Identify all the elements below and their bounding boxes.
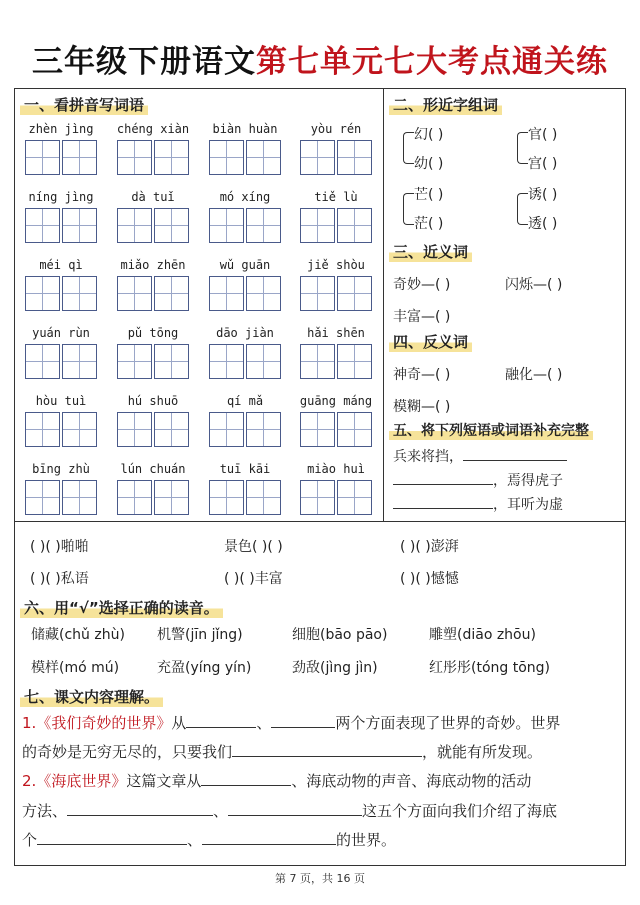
page-footer: 第 7 页，共 16 页 — [275, 872, 365, 885]
brace-1 — [403, 132, 414, 164]
complete-blank-2[interactable] — [393, 470, 493, 485]
writing-box[interactable] — [300, 344, 335, 379]
writing-box[interactable] — [62, 412, 97, 447]
q7-2-number: 2. — [22, 772, 37, 790]
pinyin-label: yòu rén — [310, 122, 362, 136]
q7-2-text-b: 、海底动物的声音、海底动物的活动 — [291, 772, 532, 790]
writing-box[interactable] — [25, 208, 60, 243]
writing-box[interactable] — [209, 480, 244, 515]
pinyin-label: hǎi shēn — [307, 326, 365, 340]
pron-2-1[interactable]: 模样(mó mú) — [31, 660, 120, 676]
q7-1-line-1 — [22, 712, 560, 733]
title-part1: 三年级下册语文 — [32, 44, 256, 80]
section5-title: 五、将下列短语或词语补充完整 — [389, 420, 593, 440]
writing-box[interactable] — [117, 140, 152, 175]
pinyin-label: tiě lù — [314, 190, 358, 204]
writing-box[interactable] — [154, 140, 189, 175]
pinyin-label: biàn huàn — [212, 122, 278, 136]
writing-box[interactable] — [117, 276, 152, 311]
pinyin-label: zhèn jìng — [28, 122, 94, 136]
writing-box[interactable] — [117, 412, 152, 447]
writing-box[interactable] — [25, 276, 60, 311]
writing-box[interactable] — [25, 480, 60, 515]
complete-line-2-text: ，焉得虎子 — [493, 473, 563, 489]
writing-box[interactable] — [337, 344, 372, 379]
synonym-1: 奇妙—( ) — [393, 277, 451, 293]
writing-box[interactable] — [337, 480, 372, 515]
q7-2-text-d: 、 — [213, 802, 229, 820]
writing-box[interactable] — [337, 412, 372, 447]
q7-1-text-b: 、 — [256, 714, 272, 732]
writing-box[interactable] — [337, 208, 372, 243]
writing-box[interactable] — [246, 480, 281, 515]
complete-line-3-text: ，耳听为虚 — [493, 497, 563, 513]
writing-box[interactable] — [246, 140, 281, 175]
writing-box[interactable] — [154, 208, 189, 243]
q7-2-text-c: 方法、 — [22, 802, 68, 820]
synonym-3: 丰富—( ) — [393, 309, 451, 325]
q7-1-text-a: 从 — [171, 714, 187, 732]
pron-1-3[interactable]: 细胞(bāo pāo) — [292, 627, 388, 643]
q7-2-line-2 — [22, 800, 557, 821]
pinyin-label: guāng máng — [299, 394, 373, 408]
writing-box[interactable] — [209, 344, 244, 379]
similar-char-3-bottom: 茫( ) — [414, 216, 444, 232]
q7-1-text-e: ，就能有所发现。 — [422, 743, 543, 761]
fill-1-3: ( )( )澎湃 — [400, 539, 459, 555]
similar-char-2-bottom: 宫( ) — [528, 156, 558, 172]
pinyin-label: yuán rùn — [32, 326, 90, 340]
writing-box[interactable] — [62, 208, 97, 243]
writing-box[interactable] — [209, 276, 244, 311]
pinyin-label: miǎo zhēn — [120, 258, 186, 272]
section2-title: 二、形近字组词 — [389, 94, 502, 115]
pron-1-1[interactable]: 储藏(chǔ zhù) — [31, 627, 125, 643]
q7-2-title: 《海底世界》 — [36, 772, 127, 790]
q7-2-blank-5[interactable] — [202, 830, 336, 845]
synonym-2: 闪烁—( ) — [505, 277, 563, 293]
pinyin-label: níng jìng — [28, 190, 94, 204]
writing-box[interactable] — [62, 344, 97, 379]
similar-char-2-top: 官( ) — [528, 127, 558, 143]
q7-2-text-h: 的世界。 — [336, 831, 397, 849]
complete-line-1-text: 兵来将挡， — [393, 449, 463, 465]
similar-char-4-top: 诱( ) — [528, 187, 558, 203]
section4-title: 四、反义词 — [389, 331, 472, 352]
similar-char-1-bottom: 幼( ) — [414, 156, 444, 172]
q7-2-blank-2[interactable] — [67, 801, 213, 816]
writing-box[interactable] — [300, 208, 335, 243]
pron-2-2[interactable]: 充盈(yíng yín) — [157, 660, 252, 676]
complete-blank-1[interactable] — [463, 446, 567, 461]
complete-line-3 — [393, 494, 563, 514]
section1-title: 一、看拼音写词语 — [20, 94, 148, 115]
q7-2-text-f: 个 — [22, 831, 38, 849]
pinyin-label: bīng zhù — [32, 462, 90, 476]
q7-2-text-g: 、 — [187, 831, 203, 849]
pron-1-2[interactable]: 机警(jīn jǐng) — [157, 627, 243, 643]
writing-box[interactable] — [209, 208, 244, 243]
pinyin-label: tuī kāi — [219, 462, 271, 476]
antonym-1: 神奇—( ) — [393, 367, 451, 383]
writing-box[interactable] — [62, 140, 97, 175]
writing-box[interactable] — [117, 208, 152, 243]
writing-box[interactable] — [117, 480, 152, 515]
writing-box[interactable] — [154, 276, 189, 311]
writing-box[interactable] — [209, 412, 244, 447]
writing-box[interactable] — [337, 140, 372, 175]
writing-box[interactable] — [300, 480, 335, 515]
complete-line-2 — [393, 470, 563, 490]
pron-2-4[interactable]: 红彤彤(tóng tōng) — [429, 660, 551, 676]
pinyin-label: jiě shòu — [307, 258, 365, 272]
pinyin-label: hú shuō — [127, 394, 179, 408]
q7-2-blank-4[interactable] — [37, 830, 187, 845]
pinyin-label: chéng xiàn — [116, 122, 190, 136]
q7-1-text-d: 的奇妙是无穷无尽的，只要我们 — [22, 743, 233, 761]
pinyin-label: miào huì — [307, 462, 365, 476]
antonym-3: 模糊—( ) — [393, 399, 451, 415]
writing-box[interactable] — [209, 140, 244, 175]
pinyin-label: wǔ guān — [219, 258, 271, 272]
q7-1-blank-2[interactable] — [271, 713, 335, 728]
fill-2-1: ( )( )私语 — [30, 571, 89, 587]
q7-1-line-2 — [22, 741, 542, 762]
q7-2-line-3 — [22, 829, 396, 850]
q7-2-blank-3[interactable] — [228, 801, 362, 816]
brace-4 — [517, 193, 528, 225]
writing-box[interactable] — [154, 344, 189, 379]
writing-box[interactable] — [246, 276, 281, 311]
pron-2-3[interactable]: 劲敌(jìng jìn) — [292, 660, 378, 676]
row-divider — [14, 521, 626, 522]
page-title — [0, 36, 640, 81]
pinyin-label: dà tuǐ — [131, 190, 175, 204]
fill-2-3: ( )( )憾憾 — [400, 571, 459, 587]
title-part2: 第七单元七大考点通关练 — [256, 44, 608, 80]
writing-box[interactable] — [117, 344, 152, 379]
writing-box[interactable] — [246, 208, 281, 243]
q7-1-blank-1[interactable] — [186, 713, 256, 728]
q7-1-text-c: 两个方面表现了世界的奇妙。世界 — [335, 714, 561, 732]
writing-box[interactable] — [62, 276, 97, 311]
brace-2 — [517, 132, 528, 164]
similar-char-1-top: 幻( ) — [414, 127, 444, 143]
pinyin-label: dāo jiàn — [216, 326, 274, 340]
pinyin-label: hòu tuì — [35, 394, 87, 408]
pron-1-4[interactable]: 雕塑(diāo zhōu) — [429, 627, 536, 643]
writing-box[interactable] — [25, 344, 60, 379]
pinyin-label: méi qì — [39, 258, 83, 272]
complete-line-1 — [393, 446, 567, 466]
writing-box[interactable] — [300, 412, 335, 447]
writing-box[interactable] — [246, 412, 281, 447]
q7-1-number: 1. — [22, 714, 37, 732]
writing-box[interactable] — [300, 276, 335, 311]
q7-2-line-1 — [22, 770, 531, 791]
antonym-2: 融化—( ) — [505, 367, 563, 383]
writing-box[interactable] — [25, 412, 60, 447]
similar-char-4-bottom: 透( ) — [528, 216, 558, 232]
writing-box[interactable] — [300, 140, 335, 175]
writing-box[interactable] — [154, 412, 189, 447]
section3-title: 三、近义词 — [389, 241, 472, 262]
pinyin-label: qí mǎ — [226, 394, 264, 408]
fill-1-2: 景色( )( ) — [224, 539, 283, 555]
writing-box[interactable] — [25, 140, 60, 175]
fill-2-2: ( )( )丰富 — [224, 571, 283, 587]
fill-1-1: ( )( )啪啪 — [30, 539, 89, 555]
writing-box[interactable] — [62, 480, 97, 515]
section7-title: 七、课文内容理解。 — [20, 686, 163, 707]
complete-blank-3[interactable] — [393, 494, 493, 509]
pinyin-label: mó xíng — [219, 190, 271, 204]
section6-title: 六、用“√”选择正确的读音。 — [20, 597, 223, 618]
q7-1-blank-3[interactable] — [232, 742, 422, 757]
pinyin-label: lún chuán — [120, 462, 186, 476]
writing-box[interactable] — [337, 276, 372, 311]
q7-2-text-e: 这五个方面向我们介绍了海底 — [362, 802, 558, 820]
writing-box[interactable] — [246, 344, 281, 379]
brace-3 — [403, 193, 414, 225]
q7-2-text-a: 这篇文章从 — [126, 772, 202, 790]
column-divider — [383, 88, 384, 521]
writing-box[interactable] — [154, 480, 189, 515]
q7-1-title: 《我们奇妙的世界》 — [36, 714, 172, 732]
pinyin-label: pǔ tōng — [127, 326, 179, 340]
q7-2-blank-1[interactable] — [201, 771, 291, 786]
similar-char-3-top: 芒( ) — [414, 187, 444, 203]
